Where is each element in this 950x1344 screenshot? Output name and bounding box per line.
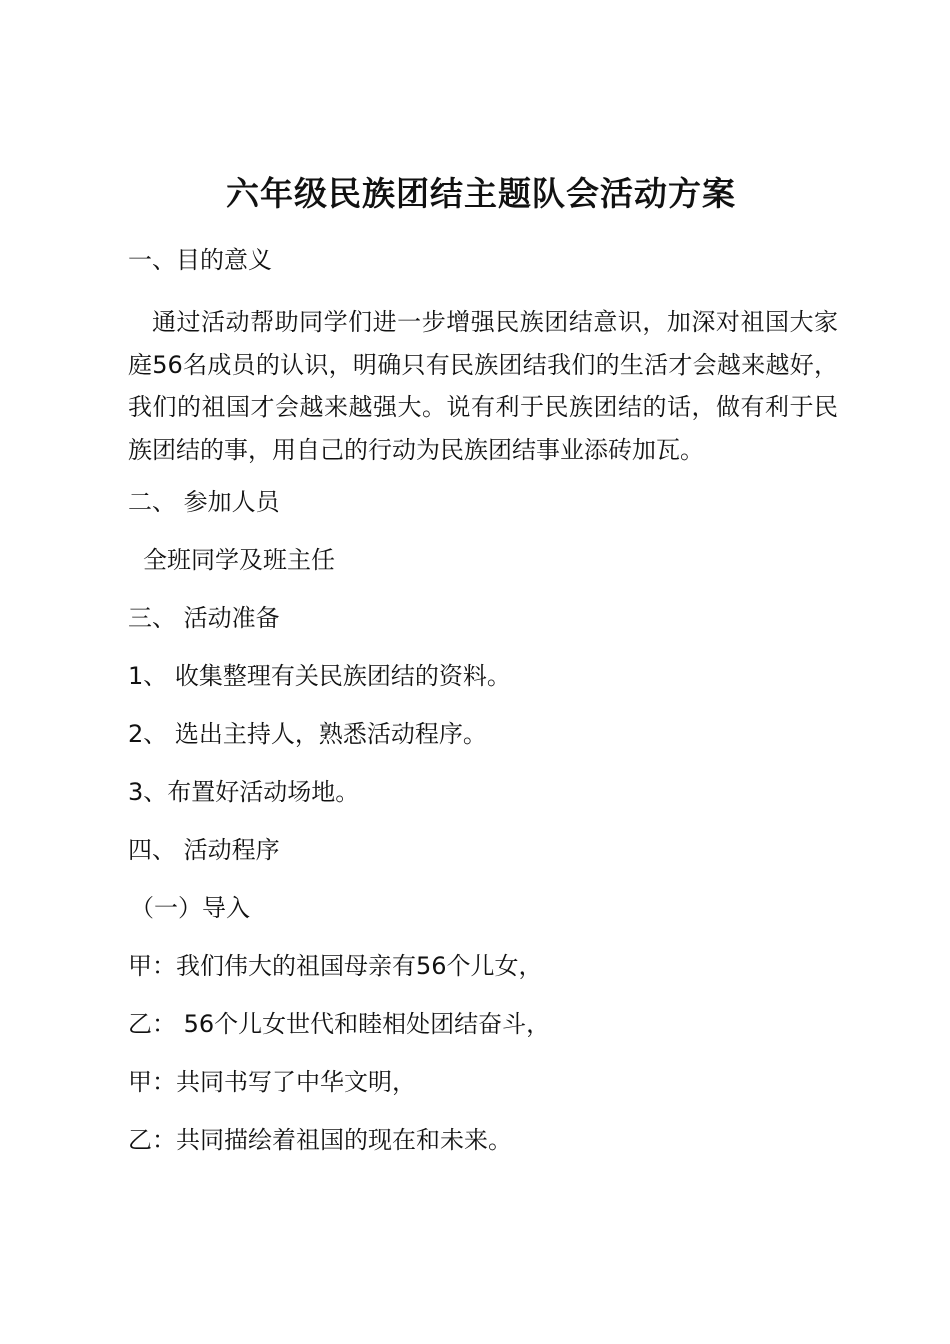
- dialogue-line: 乙：共同描绘着祖国的现在和未来。: [128, 1126, 512, 1154]
- dialogue-line: 甲：共同书写了中华文明，: [128, 1068, 416, 1096]
- purpose-paragraph: 通过活动帮助同学们进一步增强民族团结意识，加深对祖国大家庭56名成员的认识，明确只有民族团结我们的生活才会越来越好，我们的祖国才会越来越强大。说有利于民族团结的话，做有利于民族团结的事，用自己的行动为民族团结事业添砖加瓦。: [128, 308, 838, 464]
- preparation-item: 3、布置好活动场地。: [128, 778, 360, 806]
- section-heading-participants: 二、 参加人员: [128, 488, 280, 516]
- section-heading-preparation: 三、 活动准备: [128, 604, 280, 632]
- participants-text: 全班同学及班主任: [143, 546, 335, 574]
- dialogue-line: 乙： 56个儿女世代和睦相处团结奋斗，: [128, 1010, 551, 1038]
- section-heading-procedure: 四、 活动程序: [128, 836, 280, 864]
- preparation-item: 1、 收集整理有关民族团结的资料。: [128, 662, 511, 690]
- document-title: 六年级民族团结主题队会活动方案: [226, 174, 736, 213]
- section-heading-purpose: 一、目的意义: [128, 246, 272, 274]
- dialogue-line: 甲：我们伟大的祖国母亲有56个儿女，: [128, 952, 543, 980]
- preparation-item: 2、 选出主持人，熟悉活动程序。: [128, 720, 487, 748]
- subsection-heading-intro: （一）导入: [130, 894, 250, 922]
